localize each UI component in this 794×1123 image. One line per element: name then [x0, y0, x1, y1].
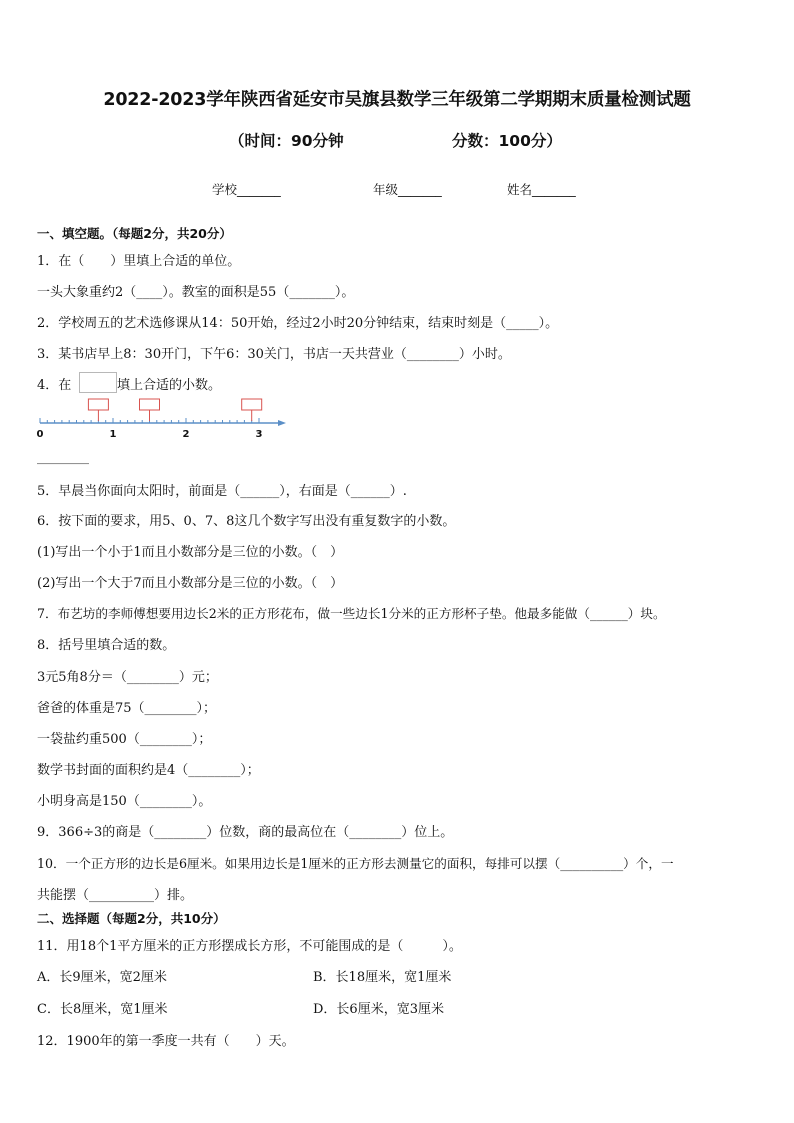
section-heading: 二、选择题（每题2分，共10分） — [37, 911, 226, 926]
question-6: 6．按下面的要求，用5、0、7、8这几个数字写出没有重复数字的小数。 — [37, 514, 456, 529]
grade-field[interactable]: 年级_______ — [373, 182, 442, 197]
answer-box[interactable] — [140, 399, 160, 410]
answer-box[interactable] — [88, 399, 108, 410]
question-8-item-5: 小明身高是150（________）。 — [37, 794, 212, 809]
question-6-part-1: (1)写出一个小于1而且小数部分是三位的小数。（ ） — [37, 545, 344, 560]
question-9: 9．366÷3的商是（________）位数，商的最高位在（________）位上。 — [37, 825, 454, 840]
tick-label: 0 — [36, 429, 44, 439]
tick-label: 3 — [255, 429, 263, 439]
question-3: 3．某书店早上8：30开门，下午6：30关门，书店一天共营业（________）小时。 — [37, 347, 511, 362]
tick-label: 1 — [109, 429, 117, 439]
question-11: 11．用18个1平方厘米的正方形摆成长方形，不可能围成的是（ ）。 — [37, 939, 462, 954]
question-2: 2．学校周五的艺术选修课从14：50开始，经过2小时20分钟结束，结束时刻是（_____）。 — [37, 316, 559, 331]
question-8-item-3: 一袋盐约重500（________）； — [37, 732, 212, 747]
number-line-arrow — [278, 420, 286, 426]
question-4-text: 填上合适的小数。 — [117, 378, 222, 393]
name-field[interactable]: 姓名_______ — [507, 182, 576, 197]
question-12: 12．1900年的第一季度一共有（ ）天。 — [37, 1034, 295, 1049]
question-5: 5．早晨当你面向太阳时，前面是（______），右面是（______）. — [37, 484, 407, 499]
page-title: 2022-2023学年陕西省延安市吴旗县数学三年级第二学期期末质量检测试题 — [103, 90, 691, 110]
question-1-item: 一头大象重约2（____）。教室的面积是55（_______）。 — [37, 285, 355, 300]
school-field[interactable]: 学校_______ — [212, 182, 281, 197]
question-8-item-1: 3元5角8分＝（________）元； — [37, 670, 218, 685]
tick-label: 2 — [182, 429, 190, 439]
option-c[interactable]: C．长8厘米，宽1厘米 — [37, 1002, 168, 1017]
question-7: 7．布艺坊的李师傅想要用边长2米的正方形花布，做一些边长1分米的正方形杯子垫。他最多能做（______）块。 — [37, 606, 666, 621]
exam-time: （时间：90分钟 — [229, 132, 344, 150]
question-4: 4．在 — [37, 378, 72, 393]
exam-score: 分数：100分） — [452, 132, 562, 150]
question-10: 10．一个正方形的边长是6厘米。如果用边长是1厘米的正方形去测量它的面积，每排可以摆（__________）个，一 — [37, 856, 674, 871]
answer-box-sample — [79, 372, 117, 393]
question-8-item-2: 爸爸的体重是75（________）； — [37, 701, 217, 716]
question-4-blank[interactable]: ________ — [37, 450, 89, 465]
option-d[interactable]: D．长6厘米，宽3厘米 — [313, 1002, 444, 1017]
question-8-item-4: 数学书封面的面积约是4（________）； — [37, 763, 260, 778]
question-1: 1．在（ ）里填上合适的单位。 — [37, 254, 241, 269]
question-8: 8．括号里填合适的数。 — [37, 638, 176, 653]
question-10-cont: 共能摆（__________）排。 — [37, 888, 194, 903]
section-heading: 一、填空题。（每题2分，共20分） — [37, 226, 232, 241]
question-6-part-2: (2)写出一个大于7而且小数部分是三位的小数。（ ） — [37, 576, 344, 591]
option-b[interactable]: B．长18厘米，宽1厘米 — [313, 970, 452, 985]
number-line — [30, 393, 330, 439]
option-a[interactable]: A．长9厘米，宽2厘米 — [37, 970, 167, 985]
answer-box[interactable] — [242, 399, 262, 410]
